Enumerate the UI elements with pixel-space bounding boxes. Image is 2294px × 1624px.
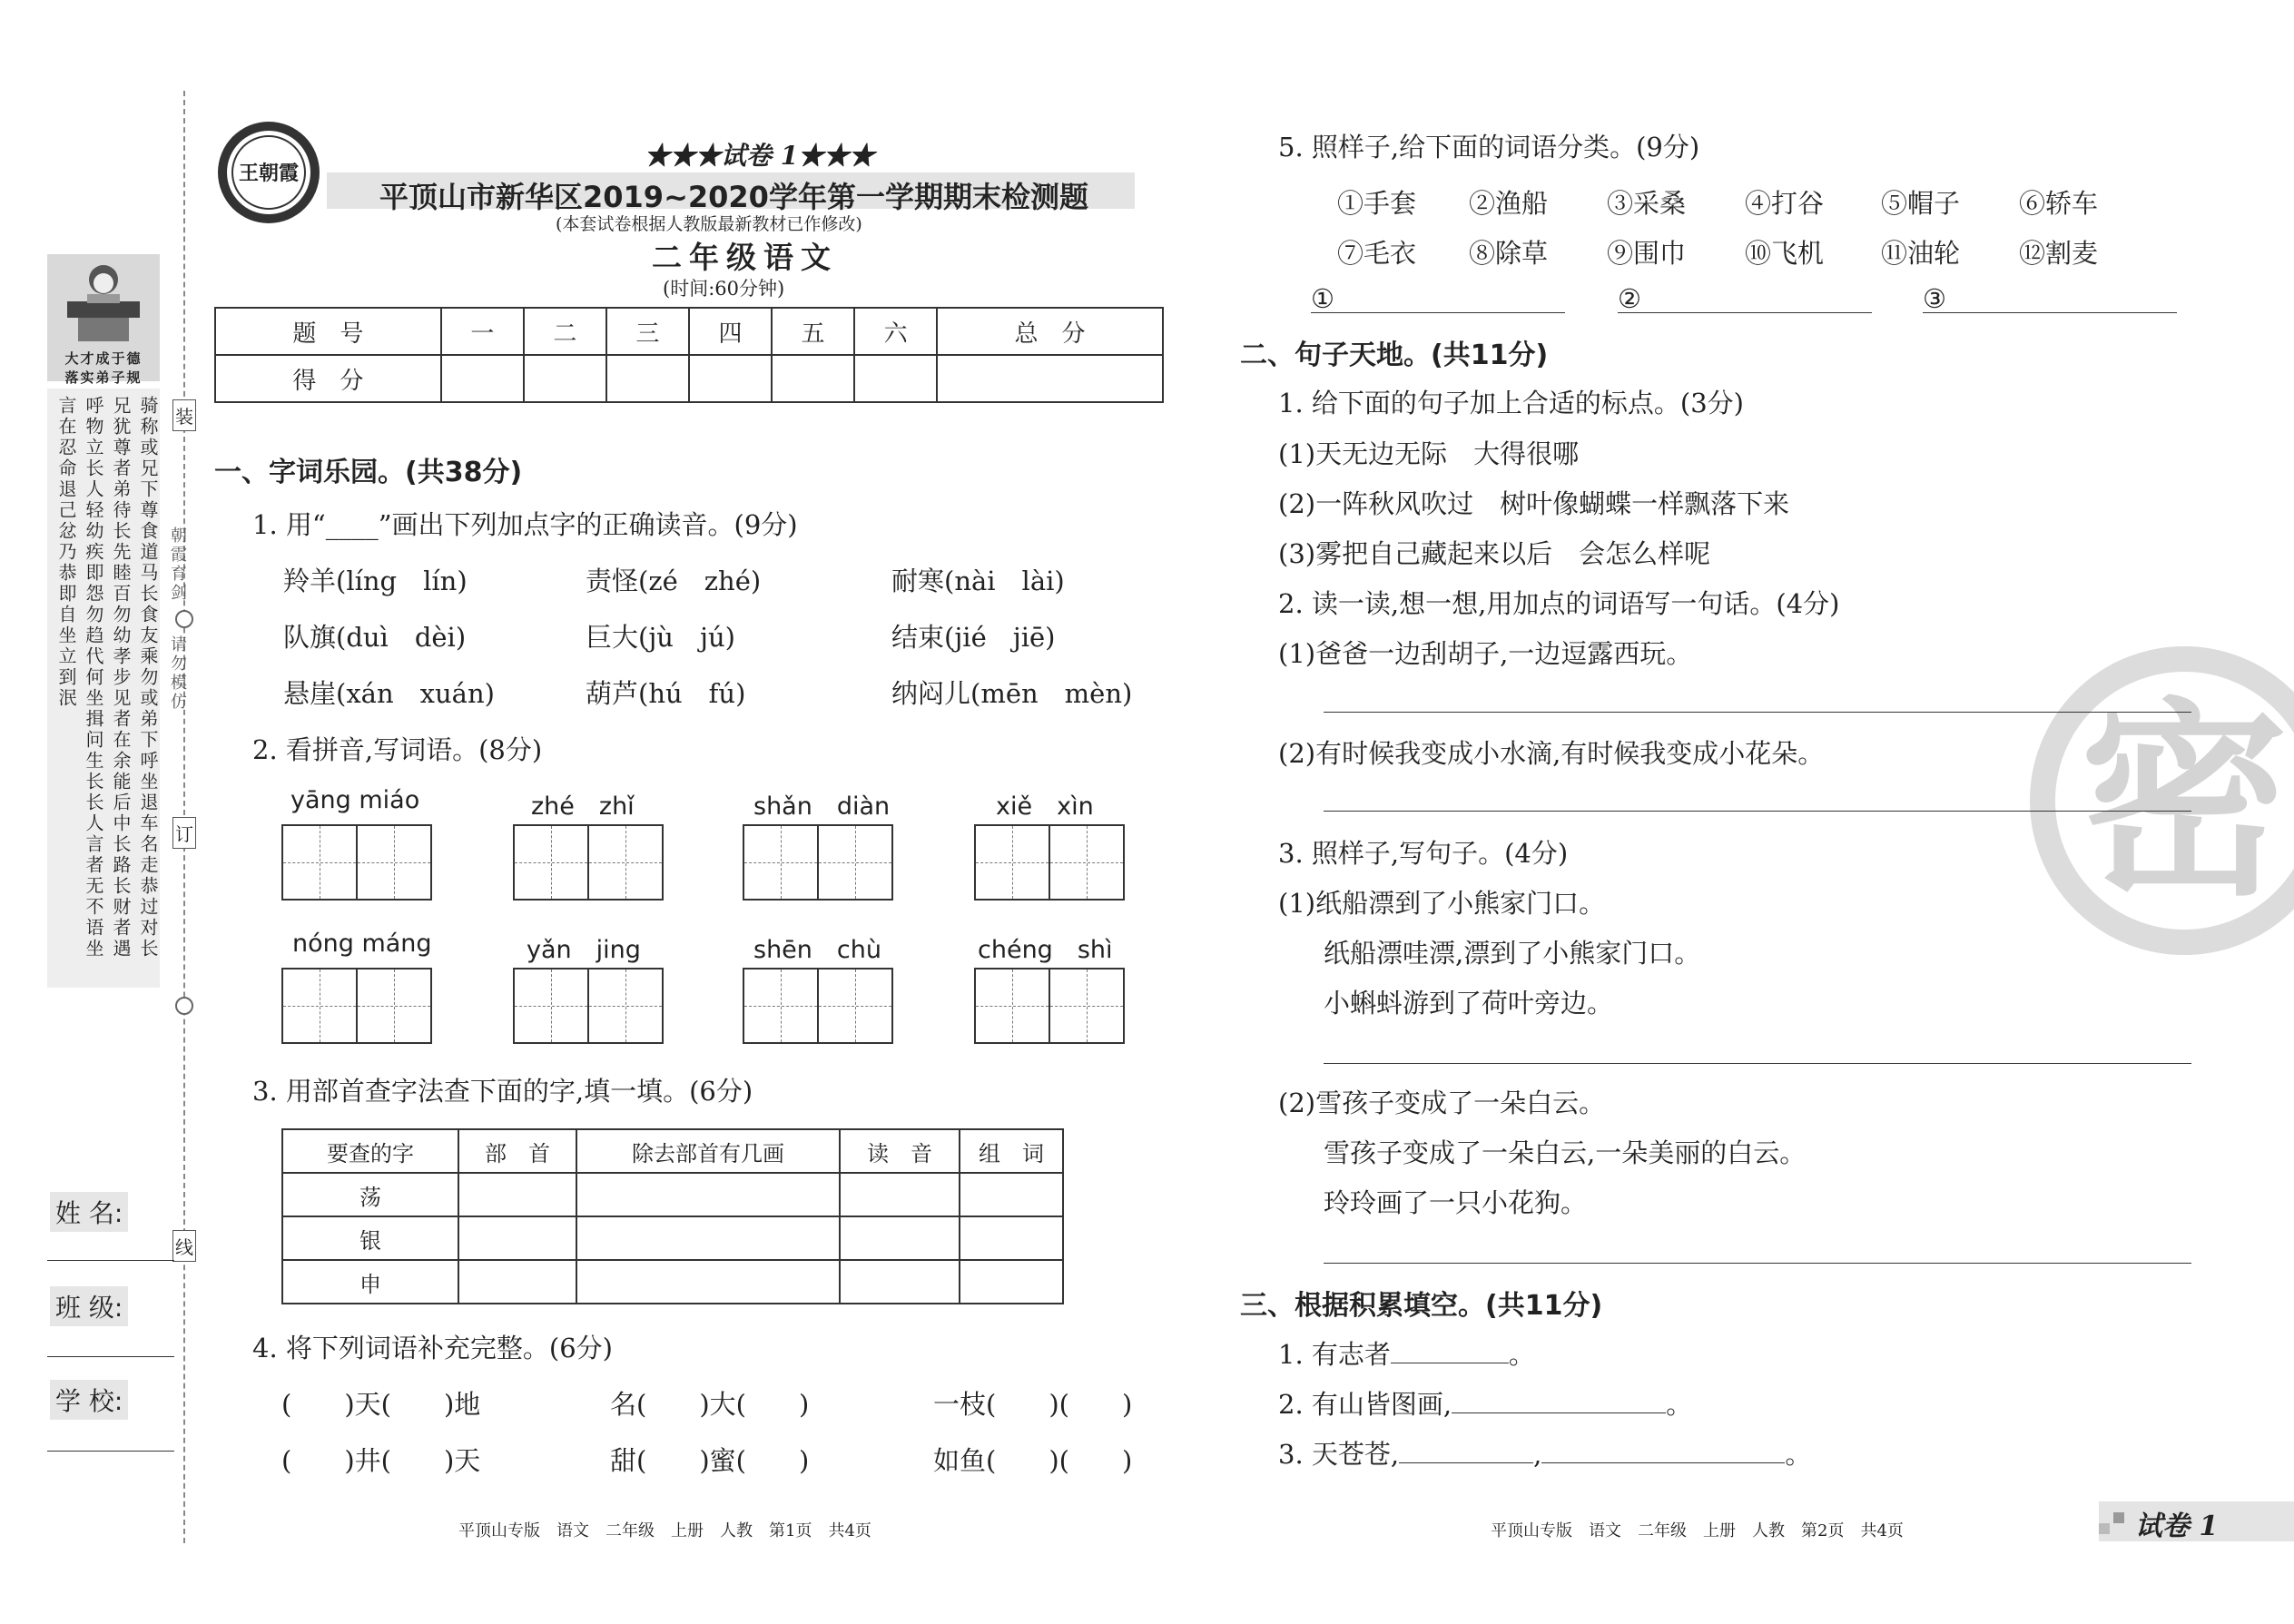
punctuation-item-1[interactable]: (1)天无边无际 大得很哪 (1278, 438, 1580, 469)
pattern-2-original: (2)雪孩子变成了一朵白云。 (1278, 1088, 1606, 1118)
s1-q1-title: 1. 用“____”画出下列加点字的正确读音。(9分) (252, 509, 798, 540)
pinyin-label-2: zhé zhǐ (531, 792, 635, 821)
writing-grid[interactable] (974, 824, 1125, 901)
section1-title: 一、字词乐园。(共38分) (214, 457, 523, 488)
answer-line[interactable] (1324, 811, 2191, 812)
scholar-figure-icon (47, 254, 160, 345)
score-cell[interactable] (937, 355, 1163, 402)
word-5: ⑤帽子 (1881, 188, 1961, 219)
fill-blank[interactable] (1452, 1391, 1666, 1413)
category-label-2: ② (1618, 283, 1641, 314)
word-1: ①手套 (1337, 188, 1417, 219)
pinyin-label-1: yāng miáo (290, 786, 420, 814)
footer-left: 平顶山专版 语文 二年级 上册 人教 第1页 共4页 (458, 1521, 871, 1540)
score-header-1: 一 (441, 308, 524, 355)
score-header-2: 二 (524, 308, 606, 355)
punctuation-item-3[interactable]: (3)雾把自己藏起来以后 会怎么样呢 (1278, 538, 1711, 569)
pinyin-choice-5[interactable]: 巨大(jù jú) (586, 622, 735, 653)
footer-right: 平顶山专版 语文 二年级 上册 人教 第2页 共4页 (1491, 1521, 1904, 1540)
side-note-1: 朝霞育剑 (168, 527, 187, 603)
lookup-cell[interactable] (576, 1260, 840, 1304)
sidebar (45, 254, 162, 980)
word-4: ④打谷 (1745, 188, 1825, 219)
writing-grid[interactable] (743, 824, 893, 901)
name-label: 姓 名: (50, 1192, 128, 1232)
fill-blank[interactable] (1541, 1441, 1785, 1463)
score-header-6: 六 (854, 308, 937, 355)
lookup-header: 除去部首有几画 (576, 1129, 840, 1173)
score-header-5: 五 (772, 308, 854, 355)
motto-line1: 大才成于德 (64, 350, 143, 367)
class-label: 班 级: (50, 1286, 128, 1326)
side-note-2: 请勿模仿 (168, 635, 187, 712)
fill-item-2: 2. 有山皆图画, 。 (1278, 1389, 1693, 1420)
sidebar-motto-box (47, 254, 160, 386)
class-field[interactable] (47, 1356, 174, 1357)
s2-q1-title: 1. 给下面的句子加上合适的标点。(3分) (1278, 388, 1744, 418)
score-table (214, 307, 1164, 403)
lookup-header: 组 词 (960, 1129, 1063, 1173)
pinyin-label-8: chéng shì (978, 936, 1113, 964)
corner-dots-icon (2113, 1512, 2124, 1523)
pattern-1-example: 纸船漂哇漂,漂到了小熊家门口。 (1324, 938, 1701, 969)
s2-q2-title: 2. 读一读,想一想,用加点的词语写一句话。(4分) (1278, 588, 1840, 619)
pinyin-label-3: shǎn diàn (753, 792, 891, 821)
idiom-item-3[interactable]: 一枝( )( ) (933, 1389, 1133, 1420)
pattern-2-task: 玲玲画了一只小花狗。 (1324, 1187, 1588, 1218)
score-header-3: 三 (606, 308, 689, 355)
idiom-item-1[interactable]: ( )天( )地 (281, 1389, 481, 1420)
pattern-1-task: 小蝌蚪游到了荷叶旁边。 (1324, 988, 1614, 1019)
pinyin-choice-2[interactable]: 责怪(zé zhé) (586, 566, 762, 596)
stamp-char: 密 (2079, 682, 2289, 924)
lookup-char: 荡 (282, 1173, 458, 1216)
exam-note: (本套试卷根据人教版最新教材已作修改) (556, 214, 862, 234)
name-field[interactable] (47, 1260, 174, 1261)
lookup-cell[interactable] (840, 1173, 960, 1216)
section3-title: 三、根据积累填空。(共11分) (1240, 1290, 1603, 1322)
word-8: ⑧除草 (1469, 238, 1549, 269)
pinyin-choice-1[interactable]: 羚羊(líng lín) (283, 566, 468, 596)
lookup-header: 读 音 (840, 1129, 960, 1173)
hole-icon-1 (175, 610, 193, 628)
lookup-cell[interactable] (576, 1173, 840, 1216)
word-10: ⑩飞机 (1745, 238, 1825, 269)
idiom-item-5[interactable]: 甜( )蜜( ) (610, 1445, 810, 1476)
exam-title: 平顶山市新华区2019~2020学年第一学期期末检测题 (379, 180, 1088, 214)
writing-grid[interactable] (513, 968, 664, 1044)
section2-title: 二、句子天地。(共11分) (1240, 340, 1549, 371)
category-label-3: ③ (1923, 283, 1946, 314)
category-field-1[interactable] (1311, 312, 1565, 313)
lookup-cell[interactable] (960, 1260, 1063, 1304)
score-header-4: 四 (689, 308, 772, 355)
binding-word-2: 订 (172, 817, 196, 849)
school-field[interactable] (47, 1451, 174, 1452)
logo-text: 王朝霞 (238, 162, 299, 185)
lookup-char: 银 (282, 1216, 458, 1260)
pinyin-label-4: xiě xìn (996, 792, 1094, 821)
q5-title: 5. 照样子,给下面的词语分类。(9分) (1278, 132, 1700, 162)
writing-grid[interactable] (974, 968, 1125, 1044)
score-row-label: 得 分 (215, 355, 441, 402)
lookup-cell[interactable] (840, 1216, 960, 1260)
lookup-header: 部 首 (458, 1129, 576, 1173)
pinyin-choice-3[interactable]: 耐寒(nài lài) (891, 566, 1065, 596)
pinyin-choice-4[interactable]: 队旗(duì dèi) (283, 622, 467, 653)
answer-line[interactable] (1324, 1063, 2191, 1064)
radical-lookup-table (281, 1128, 1064, 1304)
lookup-char: 申 (282, 1260, 458, 1304)
category-field-3[interactable] (1923, 312, 2177, 313)
logo (214, 118, 323, 227)
paper-number: ★★★试卷 1★★★ (645, 141, 875, 171)
score-cell[interactable] (524, 355, 606, 402)
s1-q3-title: 3. 用部首查字法查下面的字,填一填。(6分) (252, 1076, 753, 1107)
pinyin-choice-9[interactable]: 纳闷儿(mēn mèn) (891, 678, 1133, 709)
fill-item-3: 3. 天苍苍, , 。 (1278, 1439, 1812, 1470)
lookup-header: 要查的字 (282, 1129, 458, 1173)
binding-word-1: 装 (172, 399, 196, 431)
lookup-cell[interactable] (458, 1216, 576, 1260)
writing-grid[interactable] (281, 824, 432, 901)
idiom-item-6[interactable]: 如鱼( )( ) (933, 1445, 1133, 1476)
fill-item-1: 1. 有志者 。 (1278, 1339, 1535, 1370)
school-label: 学 校: (50, 1380, 128, 1420)
lookup-cell[interactable] (960, 1216, 1063, 1260)
idiom-item-4[interactable]: ( )井( )天 (281, 1445, 481, 1476)
punctuation-item-2[interactable]: (2)一阵秋风吹过 树叶像蝴蝶一样飘落下来 (1278, 488, 1790, 519)
hole-icon-2 (175, 997, 193, 1015)
answer-line[interactable] (1324, 1263, 2191, 1264)
sidebar-motto-text: 骑称或兄下尊食道马长食友乘勿或弟下呼坐退车名走恭过对长兄犹尊者弟待长先睦百勿幼孝步见者在余能后中长路长财者遇呼物立长人轻幼疾即怨勿趋代何坐揖问生长长人言者无不语坐言在忍命退己忿乃恭即自坐立到泯 (47, 389, 160, 988)
exam-time: (时间:60分钟) (663, 278, 785, 300)
score-header-label: 题 号 (215, 308, 441, 355)
word-7: ⑦毛衣 (1337, 238, 1417, 269)
word-9: ⑨围巾 (1607, 238, 1687, 269)
pattern-2-example: 雪孩子变成了一朵白云,一朵美丽的白云。 (1324, 1137, 1807, 1168)
s1-q4-title: 4. 将下列词语补充完整。(6分) (252, 1333, 613, 1363)
word-6: ⑥轿车 (2019, 188, 2099, 219)
writing-grid[interactable] (743, 968, 893, 1044)
score-header-total: 总 分 (937, 308, 1163, 355)
writing-grid[interactable] (281, 968, 432, 1044)
lookup-cell[interactable] (458, 1260, 576, 1304)
s1-q2-title: 2. 看拼音,写词语。(8分) (252, 734, 543, 765)
score-cell[interactable] (606, 355, 689, 402)
lookup-cell[interactable] (458, 1173, 576, 1216)
pattern-1-original: (1)纸船漂到了小熊家门口。 (1278, 888, 1606, 919)
idiom-item-2[interactable]: 名( )大( ) (610, 1389, 810, 1420)
category-field-2[interactable] (1618, 312, 1872, 313)
corner-badge (2099, 1501, 2294, 1541)
pinyin-choice-8[interactable]: 葫芦(hú fú) (586, 678, 746, 709)
word-2: ②渔船 (1469, 188, 1549, 219)
motto-line2: 落实弟子规 (64, 369, 143, 386)
lookup-cell[interactable] (960, 1173, 1063, 1216)
word-12: ⑫割麦 (2019, 238, 2099, 269)
answer-line[interactable] (1324, 712, 2191, 713)
pinyin-choice-7[interactable]: 悬崖(xán xuán) (283, 678, 495, 709)
corner-label: 试卷 1 (2135, 1511, 2219, 1542)
sentence-example-2: (2)有时候我变成小水滴,有时候我变成小花朵。 (1278, 738, 1825, 769)
score-cell[interactable] (689, 355, 772, 402)
sentence-example-1: (1)爸爸一边刮胡子,一边逗露西玩。 (1278, 638, 1693, 669)
pinyin-label-7: shēn chù (753, 936, 881, 964)
score-cell[interactable] (441, 355, 524, 402)
s2-q3-title: 3. 照样子,写句子。(4分) (1278, 838, 1569, 869)
confidential-stamp (2030, 646, 2294, 955)
binding-word-3: 线 (172, 1230, 196, 1262)
pinyin-label-5: nóng máng (292, 930, 432, 958)
corner-dots-icon (2099, 1523, 2110, 1534)
pinyin-choice-6[interactable]: 结束(jié jiē) (891, 622, 1056, 653)
subject-title: 二年级语文 (652, 240, 838, 275)
pinyin-label-6: yǎn jing (527, 936, 641, 964)
word-11: ⑪油轮 (1881, 238, 1961, 269)
fill-blank[interactable] (1391, 1341, 1509, 1363)
lookup-cell[interactable] (576, 1216, 840, 1260)
lookup-cell[interactable] (840, 1260, 960, 1304)
score-cell[interactable] (854, 355, 937, 402)
category-label-1: ① (1311, 283, 1334, 314)
score-cell[interactable] (772, 355, 854, 402)
writing-grid[interactable] (513, 824, 664, 901)
fill-blank[interactable] (1399, 1441, 1533, 1463)
word-3: ③采桑 (1607, 188, 1687, 219)
